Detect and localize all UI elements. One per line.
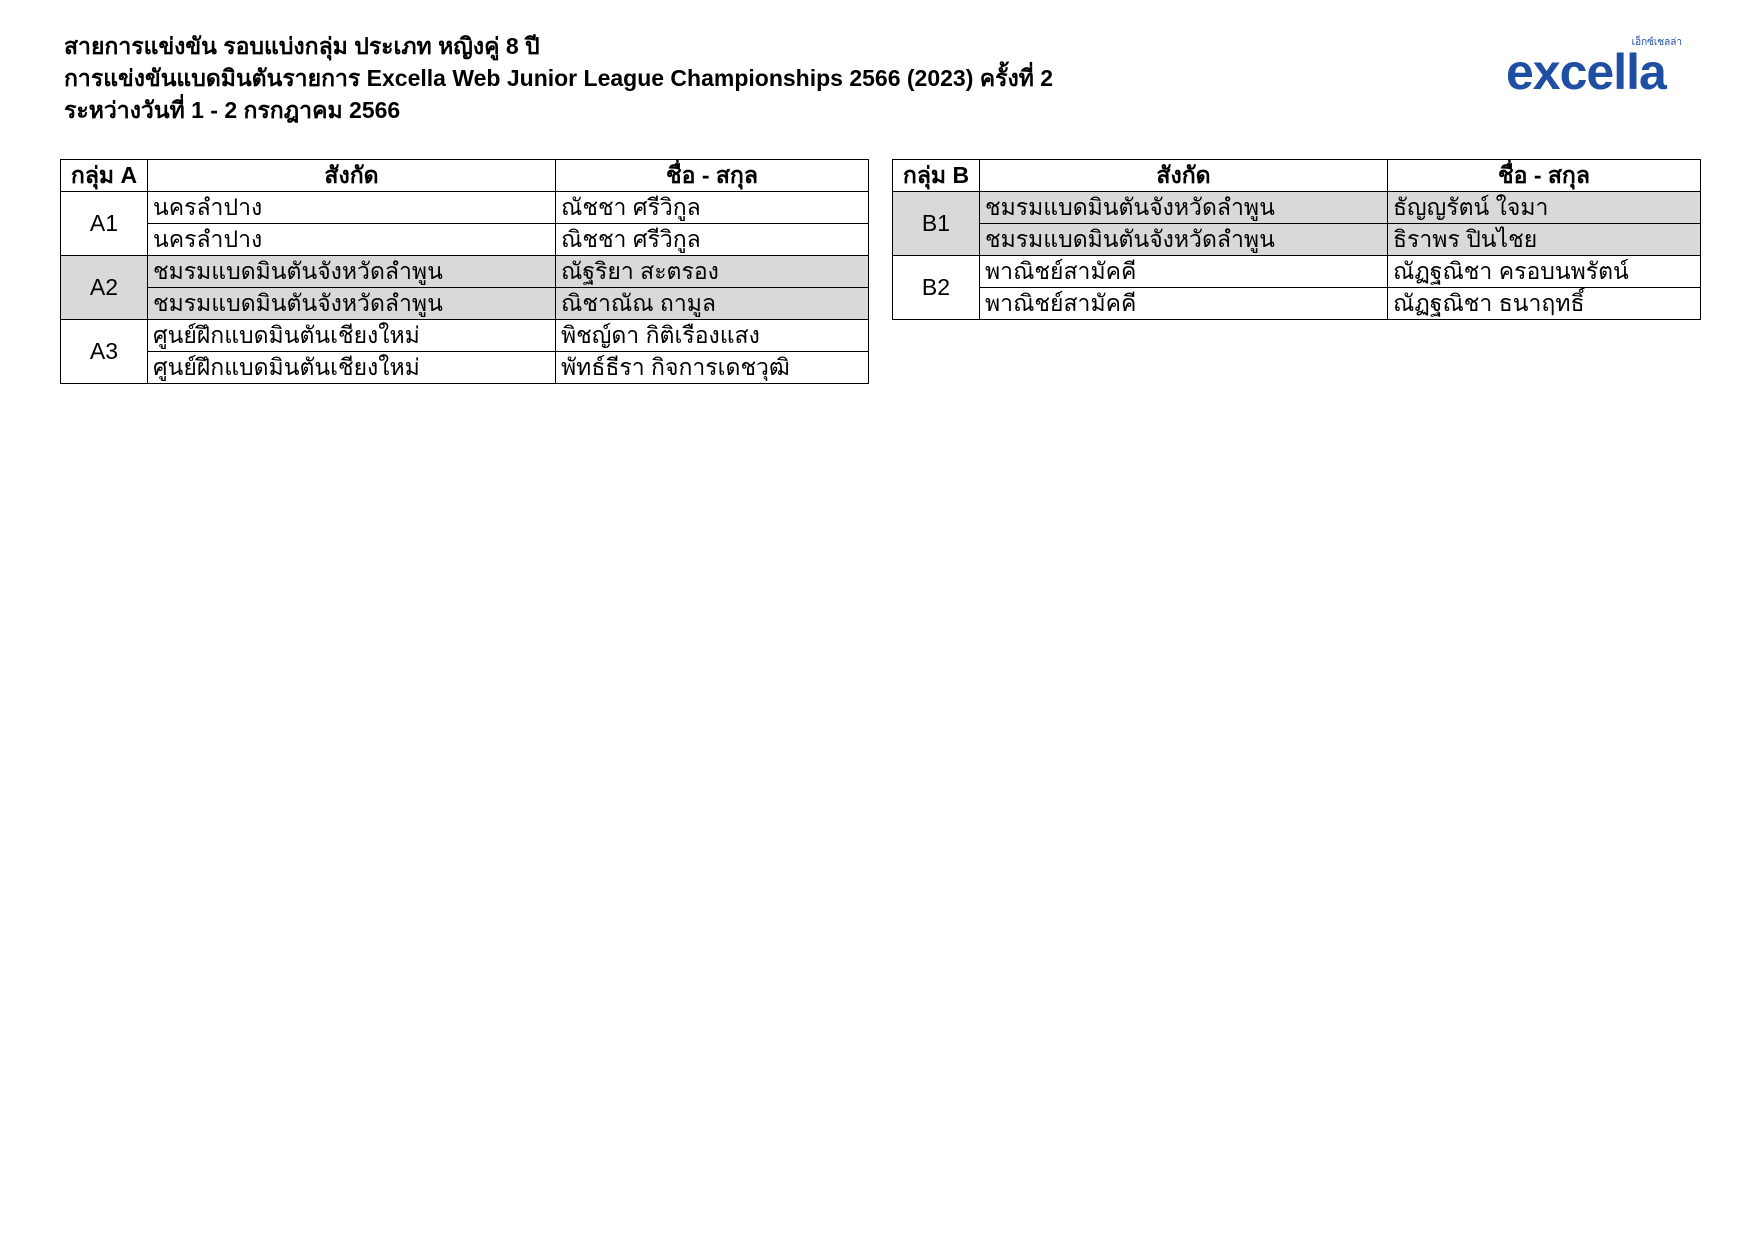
pair-id: B2 — [893, 256, 980, 320]
club-cell: พาณิชย์สามัคคี — [980, 256, 1388, 288]
pair-id: A3 — [61, 320, 148, 384]
club-cell: ชมรมแบดมินตันจังหวัดลำพูน — [148, 256, 556, 288]
pair-id: A2 — [61, 256, 148, 320]
table-row — [893, 256, 1701, 288]
club-cell: ศูนย์ฝึกแบดมินตันเชียงใหม่ — [148, 352, 556, 384]
player-name-cell: ธิราพร ปินไชย — [1388, 224, 1701, 256]
group-a-header-row — [61, 160, 869, 192]
table-row — [893, 224, 1701, 256]
group-a-table — [60, 159, 869, 384]
group-b-header: กลุ่ม B — [893, 160, 980, 192]
group-b-header-row — [893, 160, 1701, 192]
player-name-cell: พิชญ์ดา กิติเรืองแสง — [556, 320, 869, 352]
svg-text:excella: excella — [1506, 44, 1666, 96]
table-row — [61, 256, 869, 288]
club-cell: นครลำปาง — [148, 224, 556, 256]
event-title: สายการแข่งขัน รอบแบ่งกลุ่ม ประเภท หญิงคู่ 8 ปี — [64, 33, 540, 59]
player-name-cell: ณิชชา ศรีวิกูล — [556, 224, 869, 256]
club-column-header: สังกัด — [980, 160, 1388, 192]
club-cell: ศูนย์ฝึกแบดมินตันเชียงใหม่ — [148, 320, 556, 352]
excella-logo — [1506, 34, 1688, 96]
table-row — [61, 224, 869, 256]
excella-logo-mark — [1506, 34, 1688, 96]
player-name-cell: ณัฏฐณิชา ธนาฤทธิ์ — [1388, 288, 1701, 320]
group-b-table — [892, 159, 1701, 320]
club-cell: นครลำปาง — [148, 192, 556, 224]
table-row — [61, 288, 869, 320]
table-row — [61, 352, 869, 384]
event-dates: ระหว่างวันที่ 1 - 2 กรกฎาคม 2566 — [64, 97, 401, 123]
player-name-cell: ธัญญรัตน์ ใจมา — [1388, 192, 1701, 224]
pair-id: B1 — [893, 192, 980, 256]
name-column-header: ชื่อ - สกุล — [556, 160, 869, 192]
table-row — [893, 192, 1701, 224]
document-header — [64, 30, 1053, 126]
player-name-cell: ณัฏฐณิชา ครอบนพรัตน์ — [1388, 256, 1701, 288]
club-cell: พาณิชย์สามัคคี — [980, 288, 1388, 320]
player-name-cell: ณิชาณัณ ถามูล — [556, 288, 869, 320]
player-name-cell: ณัฐริยา สะตรอง — [556, 256, 869, 288]
player-name-cell: ณัชชา ศรีวิกูล — [556, 192, 869, 224]
tournament-title: การแข่งขันแบดมินตันรายการ Excella Web Junior League Championships 2566 (2023) ครั้งที่ 2 — [64, 65, 1054, 91]
club-cell: ชมรมแบดมินตันจังหวัดลำพูน — [980, 192, 1388, 224]
table-row — [61, 320, 869, 352]
svg-text:เอ็กซ์เซลล่า: เอ็กซ์เซลล่า — [1631, 37, 1682, 48]
table-row — [893, 288, 1701, 320]
group-a-header: กลุ่ม A — [61, 160, 148, 192]
name-column-header: ชื่อ - สกุล — [1388, 160, 1701, 192]
player-name-cell: พัทธ์ธีรา กิจการเดชวุฒิ — [556, 352, 869, 384]
pair-id: A1 — [61, 192, 148, 256]
club-column-header: สังกัด — [148, 160, 556, 192]
club-cell: ชมรมแบดมินตันจังหวัดลำพูน — [980, 224, 1388, 256]
club-cell: ชมรมแบดมินตันจังหวัดลำพูน — [148, 288, 556, 320]
table-row — [61, 192, 869, 224]
